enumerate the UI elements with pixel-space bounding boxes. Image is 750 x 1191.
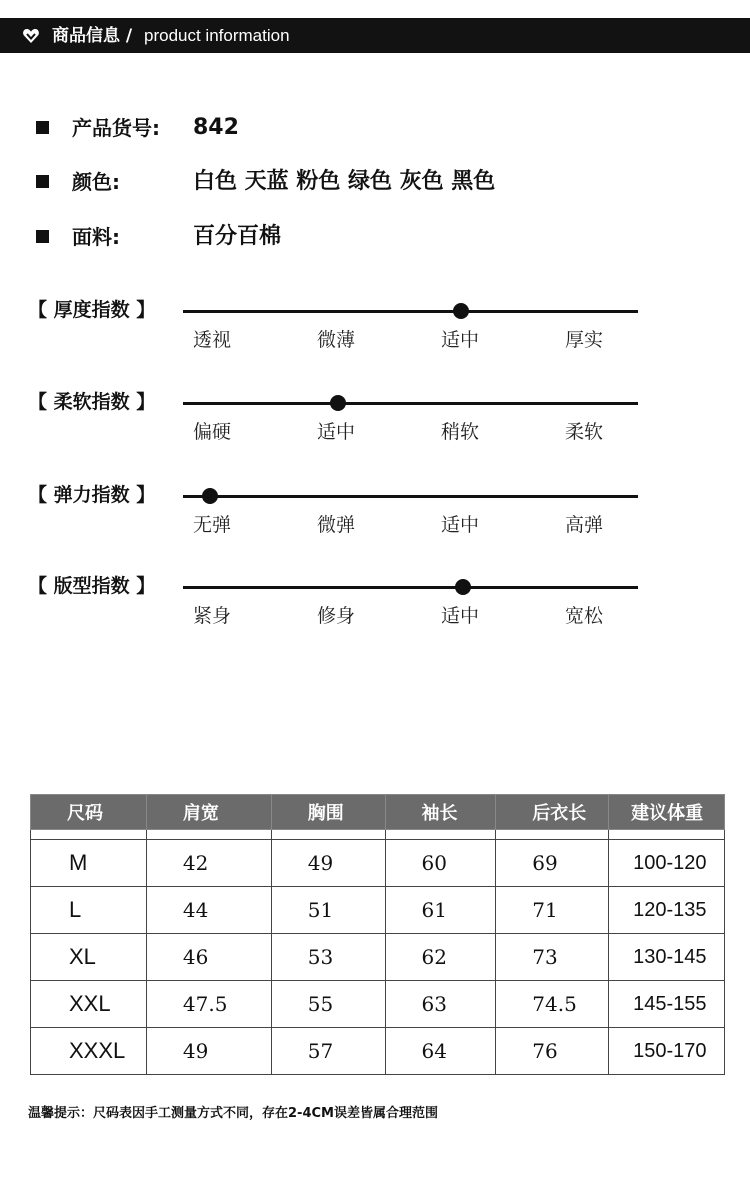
- table-cell: XXL: [31, 981, 147, 1028]
- table-row: [31, 840, 725, 887]
- table-cell: 49: [271, 840, 385, 887]
- index-option: 厚实: [565, 329, 604, 351]
- table-cell: 47.5: [146, 981, 271, 1028]
- index-option: 偏硬: [193, 421, 232, 443]
- table-cell: 63: [385, 981, 496, 1028]
- table-cell: 71: [496, 887, 609, 934]
- table-cell: 73: [496, 934, 609, 981]
- bullet-square-icon: [36, 175, 49, 188]
- table-cell: 49: [146, 1028, 271, 1075]
- index-marker: [453, 303, 469, 319]
- index-option: 适中: [441, 514, 480, 536]
- table-cell: 69: [496, 840, 609, 887]
- table-cell: 60: [385, 840, 496, 887]
- index-option: 微薄: [317, 329, 356, 351]
- index-scale-line: [183, 586, 638, 589]
- index-option: 高弹: [565, 514, 604, 536]
- header-subtitle: product information: [144, 26, 290, 45]
- table-cell: 53: [271, 934, 385, 981]
- table-cell: 100-120: [609, 840, 725, 887]
- table-cell: XL: [31, 934, 147, 981]
- info-label: 产品货号:: [72, 116, 160, 140]
- table-row: [31, 981, 725, 1028]
- bullet-square-icon: [36, 121, 49, 134]
- index-option: 适中: [317, 421, 356, 443]
- index-row-fit: [0, 573, 750, 653]
- table-cell: 130-145: [609, 934, 725, 981]
- index-option: 柔软: [565, 421, 604, 443]
- table-row: [31, 887, 725, 934]
- info-label: 面料:: [72, 225, 120, 249]
- index-marker: [202, 488, 218, 504]
- bullet-square-icon: [36, 230, 49, 243]
- info-label: 颜色:: [72, 170, 120, 194]
- table-cell: 120-135: [609, 887, 725, 934]
- index-option: 稍软: [441, 421, 480, 443]
- index-marker: [455, 579, 471, 595]
- table-cell: XXXL: [31, 1028, 147, 1075]
- index-option: 透视: [193, 329, 232, 351]
- table-cell: 55: [271, 981, 385, 1028]
- table-cell: L: [31, 887, 147, 934]
- info-value: 白色 天蓝 粉色 绿色 灰色 黑色: [193, 169, 496, 194]
- index-option: 修身: [317, 605, 356, 627]
- table-cell: 44: [146, 887, 271, 934]
- table-cell: 61: [385, 887, 496, 934]
- index-option: 紧身: [193, 605, 232, 627]
- table-cell: 46: [146, 934, 271, 981]
- index-scale-line: [183, 402, 638, 405]
- table-row: [31, 1028, 725, 1075]
- info-value: 842: [193, 115, 239, 140]
- size-table: [30, 794, 725, 1075]
- table-cell: 64: [385, 1028, 496, 1075]
- table-header-cell: 后衣长: [496, 795, 609, 830]
- table-cell: 145-155: [609, 981, 725, 1028]
- index-label: 【 柔软指数 】: [28, 391, 156, 413]
- index-option: 无弹: [193, 514, 232, 536]
- index-option: 适中: [441, 605, 480, 627]
- table-cell: 42: [146, 840, 271, 887]
- index-label: 【 厚度指数 】: [28, 299, 156, 321]
- table-cell: 57: [271, 1028, 385, 1075]
- table-cell: M: [31, 840, 147, 887]
- table-row: [31, 934, 725, 981]
- table-cell: 62: [385, 934, 496, 981]
- index-label: 【 弹力指数 】: [28, 484, 156, 506]
- heart-icon: [22, 27, 40, 45]
- table-spacer-row: [31, 830, 725, 840]
- index-scale-line: [183, 495, 638, 498]
- table-cell: 51: [271, 887, 385, 934]
- table-header-cell: 胸围: [271, 795, 385, 830]
- table-cell: 76: [496, 1028, 609, 1075]
- header-title: 商品信息 /: [52, 26, 133, 46]
- header-bar: [0, 18, 750, 53]
- table-cell: 74.5: [496, 981, 609, 1028]
- index-row-elasticity: [0, 482, 750, 562]
- info-value: 百分百棉: [193, 224, 282, 249]
- table-header-row: [31, 795, 725, 830]
- index-option: 宽松: [565, 605, 604, 627]
- index-row-thickness: [0, 297, 750, 377]
- index-marker: [330, 395, 346, 411]
- table-cell: 150-170: [609, 1028, 725, 1075]
- table-header-cell: 建议体重: [609, 795, 725, 830]
- index-scale-line: [183, 310, 638, 313]
- table-header-cell: 袖长: [385, 795, 496, 830]
- index-row-softness: [0, 389, 750, 469]
- table-header-cell: 肩宽: [146, 795, 271, 830]
- table-header-cell: 尺码: [31, 795, 147, 830]
- index-option: 微弹: [317, 514, 356, 536]
- index-option: 适中: [441, 329, 480, 351]
- index-label: 【 版型指数 】: [28, 575, 156, 597]
- footnote: 温馨提示：尺码表因手工测量方式不同，存在2-4CM误差皆属合理范围: [28, 1106, 438, 1121]
